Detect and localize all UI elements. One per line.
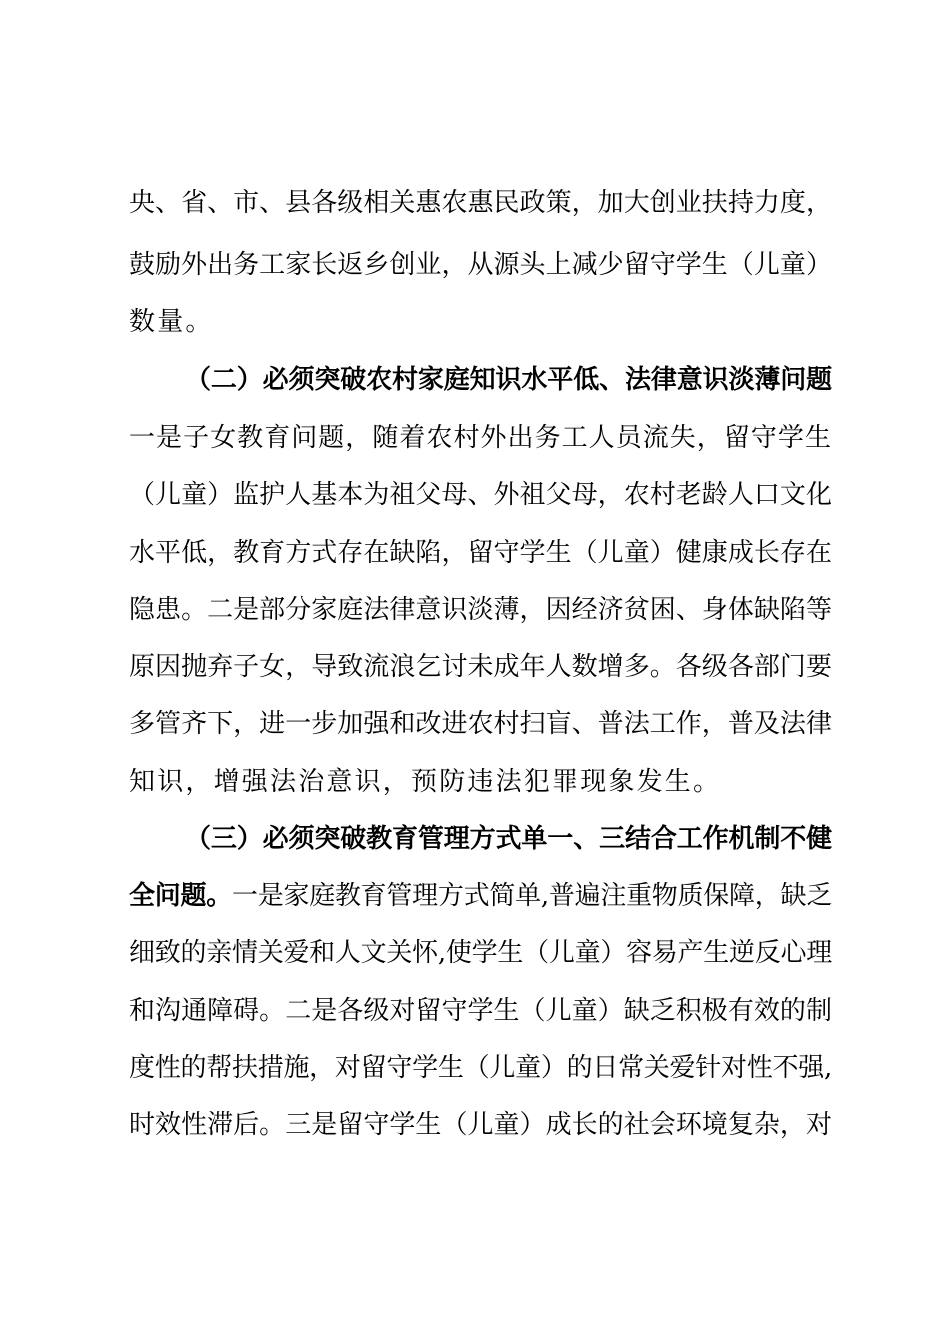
- paragraph-1-line-3: 数量。: [129, 307, 214, 337]
- section-2-line-6: 多管齐下，进一步加强和改进农村扫盲、普法工作，普及法律: [129, 709, 832, 739]
- section-2-heading: （二）必须突破农村家庭知识水平低、法律意识淡薄问题: [185, 365, 832, 395]
- section-2-line-3: 水平低，教育方式存在缺陷，留守学生（儿童）健康成长存在: [129, 538, 832, 568]
- section-3-heading-end: 全问题。: [129, 881, 232, 911]
- section-3-line-1: [129, 879, 832, 913]
- section-2-line-7: 知识，增强法治意识，预防违法犯罪现象发生。: [129, 767, 722, 797]
- section-3-line-1-text: 一是家庭教育管理方式简单,普遍注重物质保障，缺乏: [231, 881, 832, 911]
- section-3-line-2: 细致的亲情关爱和人文关怀,使学生（儿童）容易产生逆反心理: [129, 938, 832, 968]
- section-2-line-4: 隐患。二是部分家庭法律意识淡薄，因经济贫困、身体缺陷等: [129, 595, 832, 625]
- section-2-line-1: 一是子女教育问题，随着农村外出务工人员流失，留守学生: [129, 423, 832, 453]
- section-3-heading-line-1: （三）必须突破教育管理方式单一、三结合工作机制不健: [185, 824, 832, 854]
- section-3-line-3: 和沟通障碍。二是各级对留守学生（儿童）缺乏积极有效的制: [129, 996, 832, 1026]
- section-2-line-2: （儿童）监护人基本为祖父母、外祖父母，农村老龄人口文化: [129, 480, 832, 510]
- section-3-line-5: 时效性滞后。三是留守学生（儿童）成长的社会环境复杂，对: [129, 1110, 832, 1140]
- paragraph-1-line-1: 央、省、市、县各级相关惠农惠民政策，加大创业扶持力度，: [129, 188, 832, 218]
- paragraph-1-line-2: 鼓励外出务工家长返乡创业，从源头上减少留守学生（儿童）: [129, 250, 832, 280]
- section-3-line-4: 度性的帮扶措施，对留守学生（儿童）的日常关爱针对性不强,: [129, 1053, 832, 1083]
- section-2-line-5: 原因抛弃子女，导致流浪乞讨未成年人数增多。各级各部门要: [129, 652, 832, 682]
